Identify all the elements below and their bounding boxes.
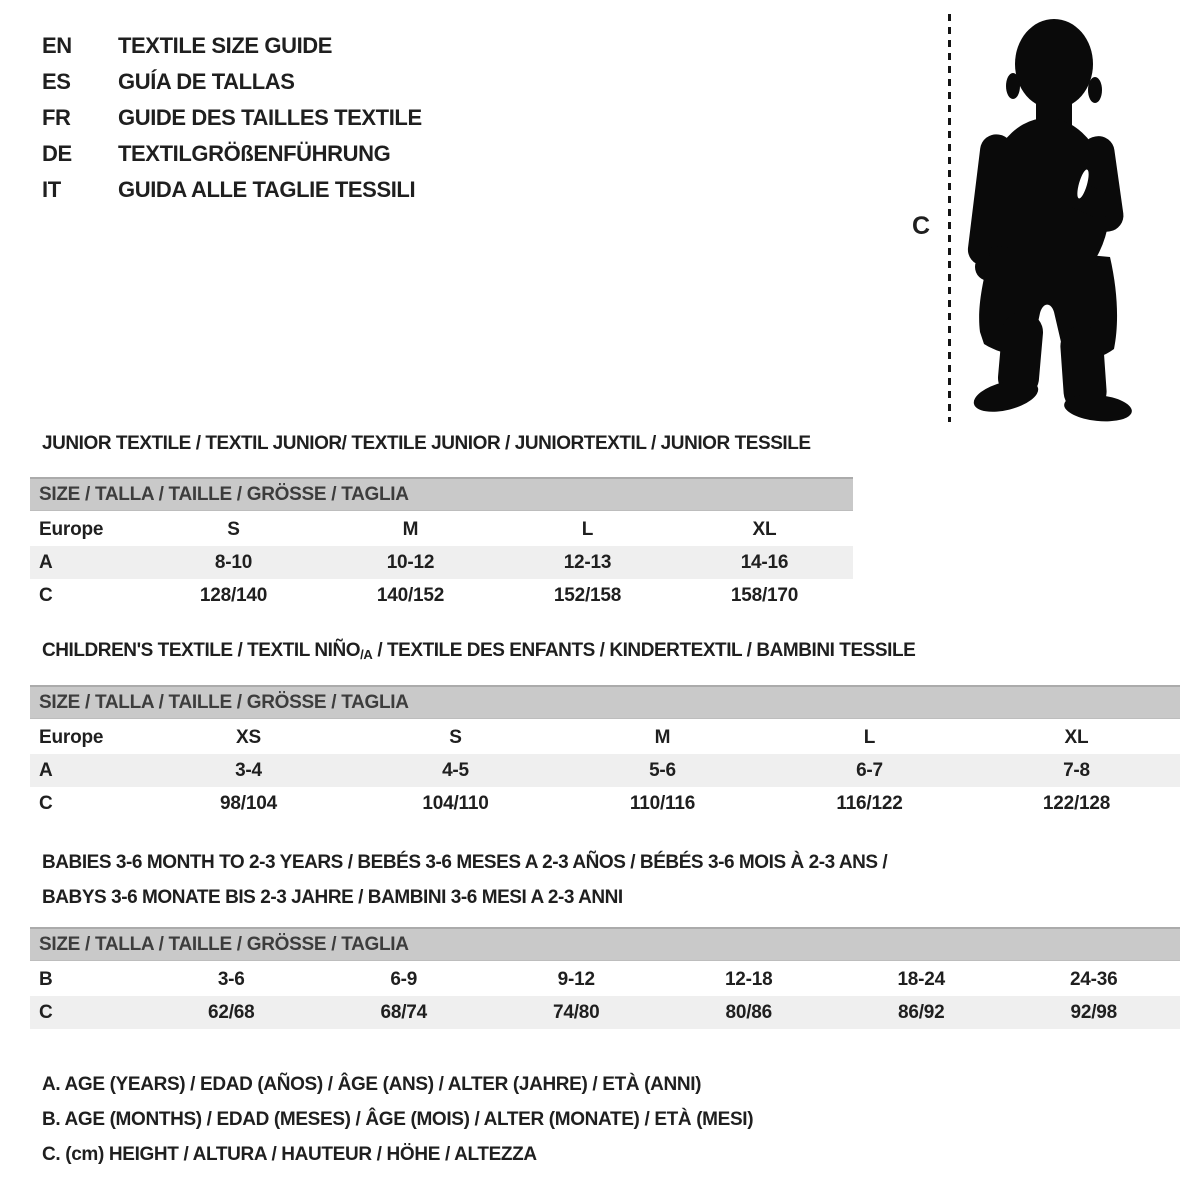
language-code: ES [42, 69, 71, 94]
language-row-it [42, 172, 422, 208]
section-babies-heading [42, 845, 887, 915]
language-title: GUIDE DES TAILLES TEXTILE [118, 105, 422, 130]
table-cell: 6-7 [856, 759, 883, 781]
table-cell: 140/152 [376, 584, 445, 606]
table-cell: 152/158 [553, 584, 622, 606]
language-title: GUÍA DE TALLAS [118, 69, 295, 94]
table-row [30, 546, 853, 579]
table-cell: 122/128 [1042, 792, 1111, 814]
footnotes [42, 1067, 753, 1172]
footnote-a: A. AGE (YEARS) / EDAD (AÑOS) / ÂGE (ANS) / ALTER (JAHRE) / ETÀ (ANNI) [42, 1074, 702, 1095]
table-cell: 3-6 [217, 968, 245, 990]
table-cell: 80/86 [725, 1001, 773, 1023]
row-label: C [39, 1001, 53, 1023]
language-row-en [42, 28, 422, 64]
table-cell: 116/122 [836, 792, 903, 814]
table-cell: 6-9 [390, 968, 418, 990]
table-cell: 12-18 [724, 968, 773, 990]
language-row-fr [42, 100, 422, 136]
table-cell: L [581, 518, 594, 540]
footnote-b: B. AGE (MONTHS) / EDAD (MESES) / ÂGE (MOIS) / ALTER (MONATE) / ETÀ (MESI) [42, 1109, 754, 1130]
table-cell: 104/110 [422, 792, 489, 814]
table-cell: M [402, 518, 419, 540]
language-row-es [42, 64, 422, 100]
table-row [30, 787, 1180, 820]
table-cell: 158/170 [730, 584, 799, 606]
table-cell: 92/98 [1070, 1001, 1118, 1023]
table-cell: 74/80 [552, 1001, 600, 1023]
row-label: C [39, 584, 53, 606]
table-cell: 9-12 [557, 968, 595, 990]
table-row [30, 996, 1180, 1029]
babies-heading-line1: BABIES 3-6 MONTH TO 2-3 YEARS / BEBÉS 3-6 MESES A 2-3 AÑOS / BÉBÉS 3-6 MOIS À 2-3 ANS / [42, 852, 888, 873]
row-label: A [39, 551, 53, 573]
language-row-de [42, 136, 422, 172]
measure-label-c: C [912, 212, 931, 240]
table-cell: XS [236, 726, 261, 748]
table-cell: 12-13 [563, 551, 612, 573]
table-cell: XL [1064, 726, 1089, 748]
table-cell: 68/74 [380, 1001, 428, 1023]
table-cell: 128/140 [199, 584, 268, 606]
language-code: DE [42, 141, 72, 166]
language-title: TEXTILE SIZE GUIDE [118, 33, 333, 58]
table-row [30, 579, 853, 612]
row-label: Europe [39, 726, 104, 748]
table-cell: 3-4 [235, 759, 262, 781]
children-heading-main: CHILDREN'S TEXTILE / TEXTIL NIÑO [42, 640, 361, 661]
row-label: A [39, 759, 53, 781]
table-cell: 86/92 [897, 1001, 945, 1023]
row-label: C [39, 792, 53, 814]
children-size-table [30, 685, 1180, 820]
table-cell: S [227, 518, 240, 540]
junior-size-table [30, 477, 853, 612]
language-title: GUIDA ALLE TAGLIE TESSILI [118, 177, 416, 202]
table-cell: XL [752, 518, 777, 540]
table-cell: 24-36 [1069, 968, 1118, 990]
toddler-silhouette [962, 14, 1142, 426]
language-code: IT [42, 177, 61, 202]
table-cell: 8-10 [214, 551, 253, 573]
footnote-c: C. (cm) HEIGHT / ALTURA / HAUTEUR / HÖHE / ALTEZZA [42, 1144, 537, 1165]
height-measure-line [948, 14, 951, 422]
table-cell: 18-24 [897, 968, 946, 990]
section-children-heading [42, 640, 915, 662]
table-cell: L [863, 726, 876, 748]
table-row [30, 754, 1180, 787]
table-cell: 110/116 [629, 792, 696, 814]
table-cell: 7-8 [1063, 759, 1090, 781]
table-cell: S [449, 726, 462, 748]
table-row [30, 963, 1180, 996]
table-row [30, 513, 853, 546]
table-cell: 10-12 [386, 551, 435, 573]
table-cell: M [654, 726, 671, 748]
size-table-header: SIZE / TALLA / TAILLE / GRÖSSE / TAGLIA [30, 685, 1180, 719]
table-cell: 4-5 [442, 759, 469, 781]
children-heading-rest: / TEXTILE DES ENFANTS / KINDERTEXTIL / BAMBINI TESSILE [372, 640, 916, 661]
section-junior-heading: JUNIOR TEXTILE / TEXTIL JUNIOR/ TEXTILE JUNIOR / JUNIORTEXTIL / JUNIOR TESSILE [42, 433, 811, 454]
row-label: B [39, 968, 53, 990]
language-code: EN [42, 33, 72, 58]
row-label: Europe [39, 518, 104, 540]
children-heading-subscript: /A [360, 647, 373, 662]
size-table-header: SIZE / TALLA / TAILLE / GRÖSSE / TAGLIA [30, 927, 1180, 961]
table-row [30, 721, 1180, 754]
table-cell: 14-16 [740, 551, 789, 573]
babies-size-table [30, 927, 1180, 1029]
table-cell: 98/104 [220, 792, 277, 814]
size-table-header: SIZE / TALLA / TAILLE / GRÖSSE / TAGLIA [30, 477, 853, 511]
table-cell: 62/68 [207, 1001, 255, 1023]
language-code: FR [42, 105, 71, 130]
babies-heading-line2: BABYS 3-6 MONATE BIS 2-3 JAHRE / BAMBINI 3-6 MESI A 2-3 ANNI [42, 887, 623, 908]
language-header [42, 28, 422, 208]
table-cell: 5-6 [649, 759, 676, 781]
language-title: TEXTILGRÖßENFÜHRUNG [118, 141, 391, 166]
